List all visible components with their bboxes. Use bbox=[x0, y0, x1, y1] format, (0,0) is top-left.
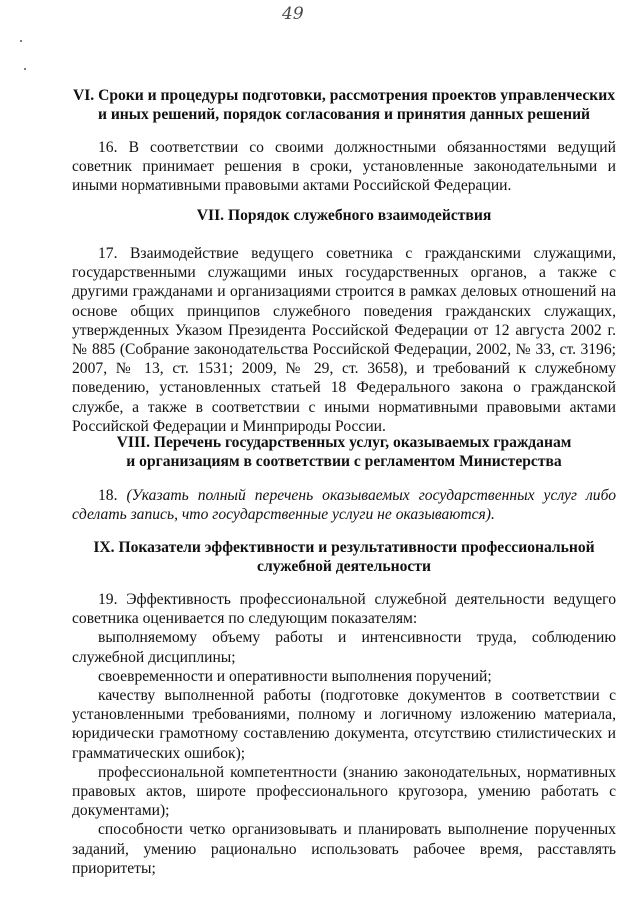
list-item: качеству выполненной работы (подготовке документов в соответствии с установленными требованиями, полному и логичному изложению материала, юридически грамотному составлению документа, отсутствию стилистических и грамматических ошибок); bbox=[72, 687, 616, 762]
scan-speck bbox=[24, 68, 26, 70]
list-item: своевременности и оперативности выполнения поручений; bbox=[98, 667, 492, 685]
section-8-heading-line1: VIII. Перечень государственных услуг, оказываемых гражданам bbox=[116, 434, 572, 451]
scan-speck bbox=[20, 40, 22, 42]
section-8-heading-line2: и организациям в соответствии с регламентом Министерства bbox=[126, 453, 562, 470]
section-7 bbox=[72, 206, 616, 436]
section-9-heading-line2: служебной деятельности bbox=[257, 558, 431, 575]
list-item: профессиональной компетентности (знанию законодательных, нормативных правовых актов, широте профессионального кругозора, умению работать с документами); bbox=[72, 763, 616, 820]
paragraph-18 bbox=[72, 486, 616, 524]
section-6-heading bbox=[72, 86, 616, 124]
list-item: способности четко организовывать и планировать выполнение порученных заданий, умению рационально использовать рабочее время, расставлять приоритеты; bbox=[72, 821, 616, 877]
section-6-heading-line2: и иных решений, порядок согласования и принятия данных решений bbox=[97, 106, 591, 123]
section-8 bbox=[72, 433, 616, 524]
section-8-heading bbox=[72, 433, 616, 471]
section-9-heading bbox=[72, 538, 616, 576]
section-6-heading-line1: VI. Сроки и процедуры подготовки, рассмотрения проектов управленческих bbox=[72, 87, 616, 104]
section-7-heading: VII. Порядок служебного взаимодействия bbox=[196, 207, 492, 224]
section-9-heading-line1: IX. Показатели эффективности и результативности профессиональной bbox=[93, 539, 595, 556]
paragraph-16: 16. В соответствии со своими должностными обязанностями ведущий советник принимает решения в сроки, установленные законодательными и иными нормативными правовыми актами Российской Федерации. bbox=[72, 139, 616, 195]
paragraph-17: 17. Взаимодействие ведущего советника с гражданскими служащими, государственными служащими иных государственных органов, а также с другими гражданами и организациями строится в рамках деловых отношений на основе общих принципов служебного поведения гражданских служащих, утвержденных Указом Президента Российской Федерации от 12 августа 2002 г. № 885 (Собрание законодательства Российской Федерации, 2002, № 33, ст. 3196; 2007, № 13, ст. 1531; 2009, № 29, ст. 3658), и требований к служебному поведению, установленных статьей 18 Федерального закона о гражданской службе, а также в соответствии с иными нормативными правовыми актами Российской Федерации и Минприроды России. bbox=[72, 245, 616, 435]
page-number: 49 bbox=[282, 4, 304, 24]
paragraph-18-number: 18. bbox=[98, 487, 118, 504]
section-6 bbox=[72, 86, 616, 196]
paragraph-19: 19. Эффективность профессиональной служебной деятельности ведущего советника оценивается по следующим показателям: bbox=[72, 591, 616, 628]
paragraph-18-text: (Указать полный перечень оказываемых государственных услуг либо сделать запись, что государственные услуги не оказываются). bbox=[72, 487, 616, 524]
list-item: выполняемому объему работы и интенсивности труда, соблюдению служебной дисциплины; bbox=[72, 629, 616, 666]
section-9 bbox=[72, 538, 616, 878]
